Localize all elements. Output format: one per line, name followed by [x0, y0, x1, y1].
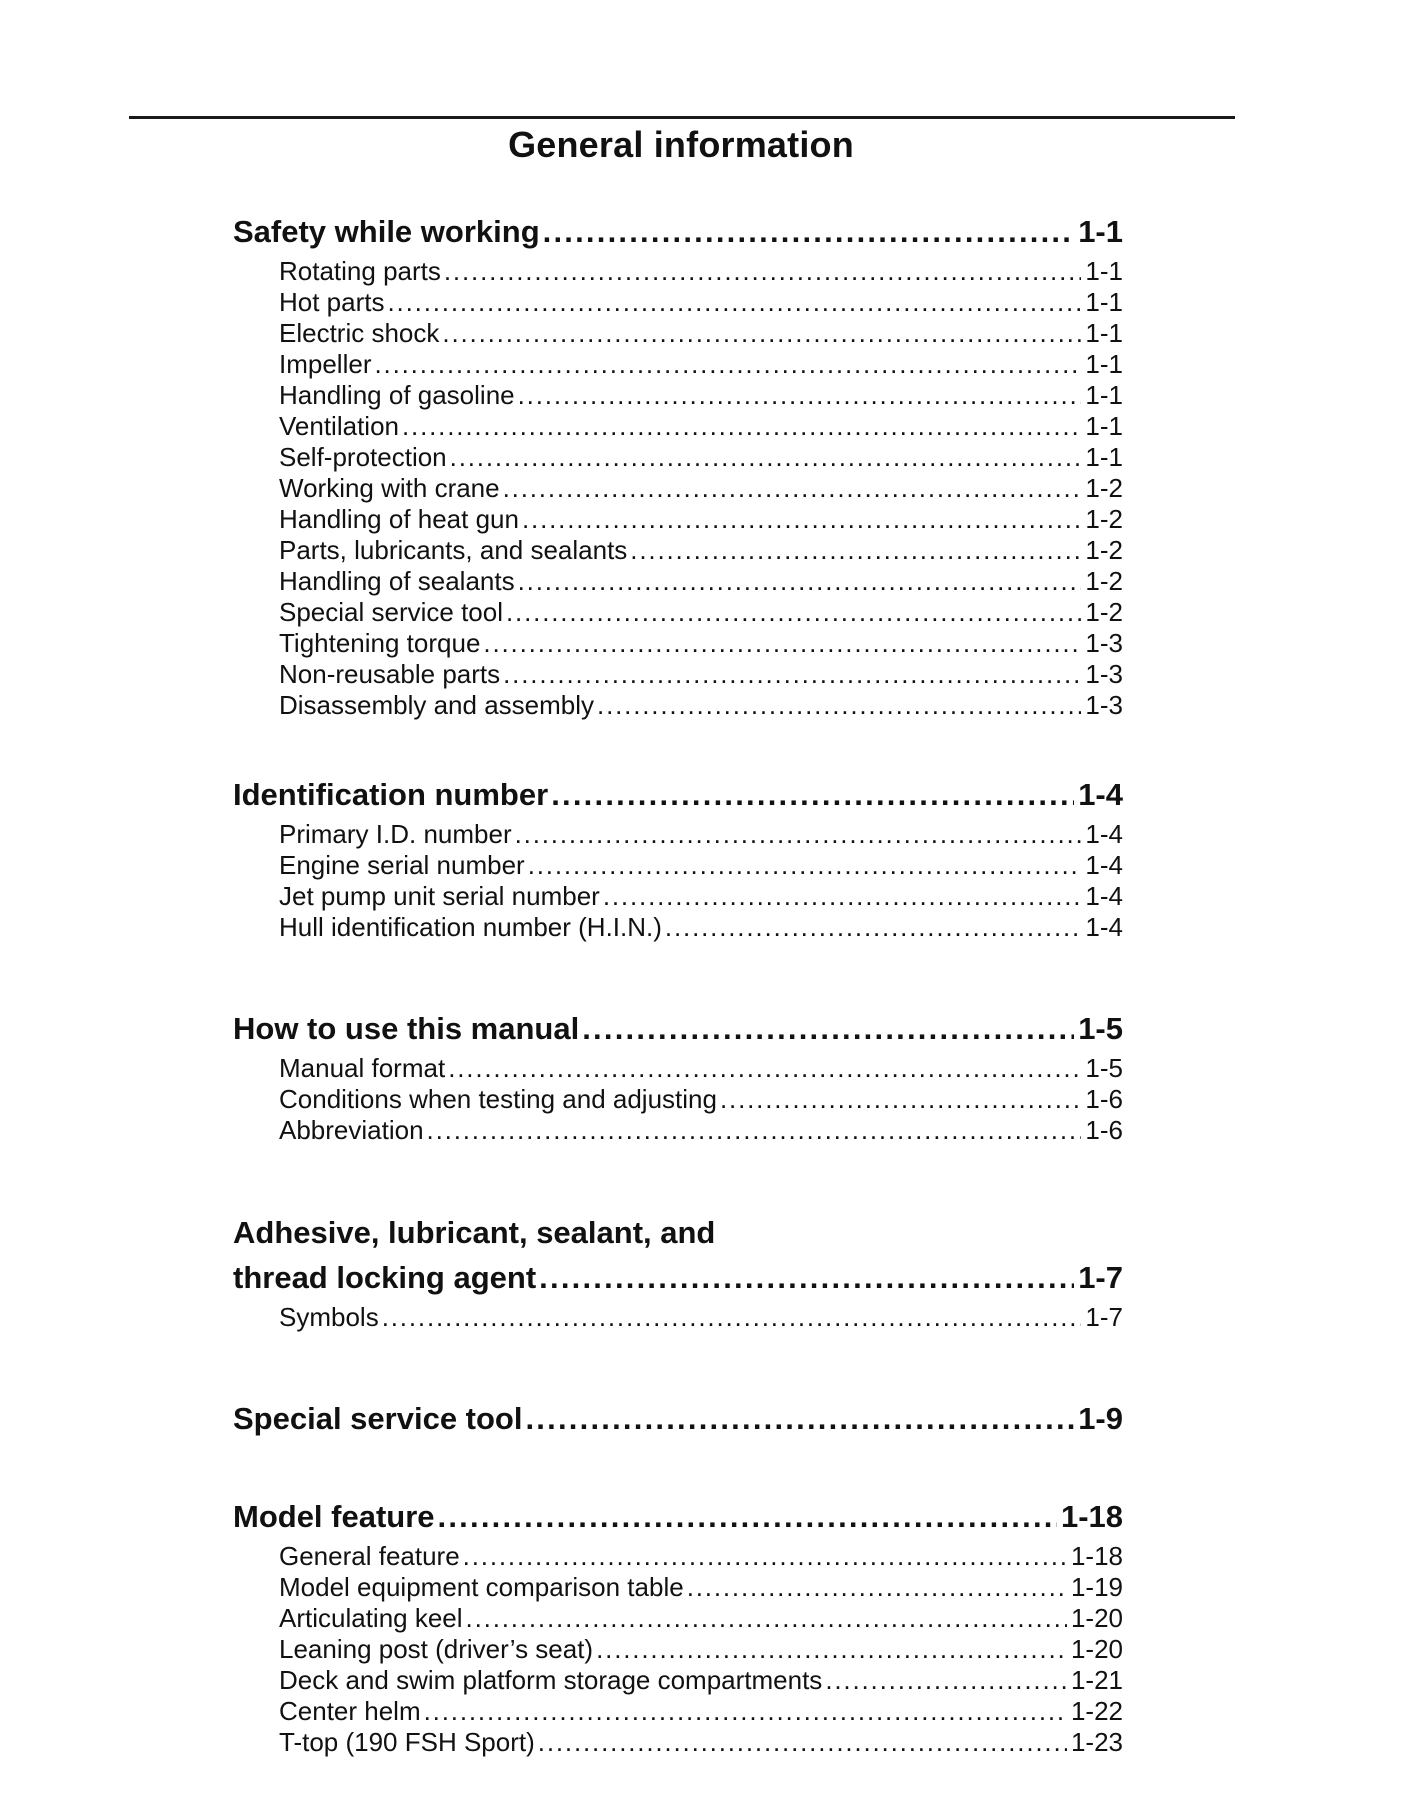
- entry-page-number: 1-19: [1070, 1572, 1123, 1602]
- entry-page-number: 1-1: [1085, 287, 1123, 317]
- section-page-number: 1-9: [1078, 1401, 1123, 1436]
- toc-section: [233, 1397, 1123, 1441]
- entry-label: Deck and swim platform storage compartments: [279, 1665, 823, 1695]
- entry-page-number: 1-20: [1070, 1634, 1123, 1664]
- entry-page-number: 1-4: [1085, 819, 1123, 849]
- dot-leader: [528, 850, 1082, 881]
- entry-label: Self-protection: [279, 442, 447, 472]
- entry-page-number: 1-2: [1085, 473, 1123, 503]
- dot-leader: [442, 318, 1081, 349]
- section-title: Special service tool: [233, 1401, 523, 1436]
- entry-label: Impeller: [279, 349, 372, 379]
- entry-page-number: 1-2: [1085, 535, 1123, 565]
- entry-page-number: 1-7: [1085, 1302, 1123, 1332]
- toc-section-heading[interactable]: [233, 773, 1123, 817]
- entry-page-number: 1-3: [1085, 628, 1123, 658]
- section-page-number: 1-18: [1060, 1499, 1123, 1534]
- entry-page-number: 1-3: [1085, 659, 1123, 689]
- entry-label: Articulating keel: [279, 1603, 463, 1633]
- section-page-number: 1-5: [1078, 1011, 1123, 1046]
- entry-label: Engine serial number: [279, 850, 525, 880]
- dot-leader: [444, 256, 1082, 287]
- toc-entry[interactable]: [233, 850, 1123, 881]
- entry-label: Abbreviation: [279, 1115, 424, 1145]
- toc-entry[interactable]: [233, 1634, 1123, 1665]
- dot-leader: [825, 1665, 1067, 1696]
- dot-leader: [687, 1572, 1067, 1603]
- section-title: Identification number: [233, 777, 549, 812]
- dot-leader: [374, 349, 1081, 380]
- entry-label: Special service tool: [279, 597, 503, 627]
- toc-entries: [233, 1302, 1123, 1333]
- toc-entries: [233, 256, 1123, 721]
- dot-leader: [438, 1495, 1057, 1539]
- dot-leader: [448, 1053, 1081, 1084]
- toc-entry[interactable]: [233, 535, 1123, 566]
- entry-page-number: 1-4: [1085, 850, 1123, 880]
- dot-leader: [503, 473, 1082, 504]
- toc-entry[interactable]: [233, 1603, 1123, 1634]
- entry-page-number: 1-6: [1085, 1084, 1123, 1114]
- entry-label: Tightening torque: [279, 628, 481, 658]
- toc-entry[interactable]: [233, 819, 1123, 850]
- dot-leader: [538, 1727, 1067, 1758]
- entry-page-number: 1-1: [1085, 256, 1123, 286]
- section-title: Safety while working: [233, 214, 540, 249]
- toc-section-heading[interactable]: [233, 1397, 1123, 1441]
- dot-leader: [402, 411, 1081, 442]
- toc-entry[interactable]: [233, 473, 1123, 504]
- toc-section: [233, 1495, 1123, 1758]
- toc-entry[interactable]: [233, 690, 1123, 721]
- dot-leader: [483, 628, 1081, 659]
- dot-leader: [503, 659, 1081, 690]
- toc-entry[interactable]: [233, 1541, 1123, 1572]
- dot-leader: [596, 1634, 1067, 1665]
- dot-leader: [518, 380, 1082, 411]
- section-title: thread locking agent: [233, 1260, 537, 1295]
- toc-section: [233, 210, 1123, 721]
- section-page-number: 1-4: [1078, 777, 1123, 812]
- toc-section-heading[interactable]: [233, 1256, 1123, 1300]
- dot-leader: [388, 287, 1082, 318]
- table-of-contents: [233, 210, 1123, 1758]
- entry-page-number: 1-6: [1085, 1115, 1123, 1145]
- dot-leader: [665, 912, 1082, 943]
- toc-entry[interactable]: [233, 597, 1123, 628]
- entry-page-number: 1-5: [1085, 1053, 1123, 1083]
- dot-leader: [382, 1302, 1082, 1333]
- toc-entry[interactable]: [233, 1302, 1123, 1333]
- dot-leader: [525, 1397, 1074, 1441]
- dot-leader: [515, 819, 1082, 850]
- toc-entry[interactable]: [233, 1115, 1123, 1146]
- dot-leader: [518, 566, 1082, 597]
- toc-entry[interactable]: [233, 1665, 1123, 1696]
- entry-label: Model equipment comparison table: [279, 1572, 684, 1602]
- dot-leader: [551, 773, 1074, 817]
- toc-entry[interactable]: [233, 256, 1123, 287]
- dot-leader: [522, 504, 1081, 535]
- toc-entry[interactable]: [233, 411, 1123, 442]
- entry-page-number: 1-2: [1085, 504, 1123, 534]
- entry-label: Conditions when testing and adjusting: [279, 1084, 717, 1114]
- toc-section-heading[interactable]: [233, 210, 1123, 254]
- entry-label: General feature: [279, 1541, 460, 1571]
- toc-entries: [233, 1541, 1123, 1758]
- entry-page-number: 1-23: [1070, 1727, 1123, 1757]
- toc-entry[interactable]: [233, 349, 1123, 380]
- toc-entry[interactable]: [233, 912, 1123, 943]
- toc-entry[interactable]: [233, 442, 1123, 473]
- entry-label: Working with crane: [279, 473, 500, 503]
- dot-leader: [603, 881, 1082, 912]
- toc-entry[interactable]: [233, 1053, 1123, 1084]
- entry-label: Handling of sealants: [279, 566, 515, 596]
- entry-page-number: 1-22: [1070, 1696, 1123, 1726]
- entry-label: Handling of gasoline: [279, 380, 515, 410]
- entry-page-number: 1-1: [1085, 380, 1123, 410]
- dot-leader: [582, 1007, 1074, 1051]
- dot-leader: [720, 1084, 1081, 1115]
- entry-label: Non-reusable parts: [279, 659, 501, 689]
- dot-leader: [466, 1603, 1067, 1634]
- entry-label: Manual format: [279, 1053, 446, 1083]
- toc-entry[interactable]: [233, 1696, 1123, 1727]
- toc-entries: [233, 1053, 1123, 1146]
- dot-leader: [450, 442, 1082, 473]
- toc-entry[interactable]: [233, 628, 1123, 659]
- entry-label: Electric shock: [279, 318, 440, 348]
- entry-page-number: 1-4: [1085, 912, 1123, 942]
- toc-section: [233, 1210, 1123, 1333]
- dot-leader: [506, 597, 1081, 628]
- entry-label: Rotating parts: [279, 256, 441, 286]
- toc-entry[interactable]: [233, 1727, 1123, 1758]
- toc-entry[interactable]: [233, 566, 1123, 597]
- dot-leader: [424, 1696, 1067, 1727]
- entry-label: Leaning post (driver’s seat): [279, 1634, 594, 1664]
- entry-label: Jet pump unit serial number: [279, 881, 600, 911]
- entry-label: Hot parts: [279, 287, 385, 317]
- entry-page-number: 1-4: [1085, 881, 1123, 911]
- dot-leader: [427, 1115, 1082, 1146]
- entry-page-number: 1-20: [1070, 1603, 1123, 1633]
- entry-label: T-top (190 FSH Sport): [279, 1727, 535, 1757]
- toc-entries: [233, 819, 1123, 943]
- section-title: How to use this manual: [233, 1011, 580, 1046]
- entry-page-number: 1-1: [1085, 411, 1123, 441]
- entry-page-number: 1-1: [1085, 349, 1123, 379]
- dot-leader: [463, 1541, 1067, 1572]
- entry-label: Ventilation: [279, 411, 399, 441]
- entry-page-number: 1-1: [1085, 318, 1123, 348]
- page-title: General information: [508, 124, 854, 165]
- entry-page-number: 1-3: [1085, 690, 1123, 720]
- entry-page-number: 1-21: [1070, 1665, 1123, 1695]
- dot-leader: [539, 1256, 1074, 1300]
- toc-entry[interactable]: [233, 318, 1123, 349]
- toc-entry[interactable]: [233, 1084, 1123, 1115]
- toc-entry[interactable]: [233, 881, 1123, 912]
- entry-page-number: 1-1: [1085, 442, 1123, 472]
- entry-page-number: 1-2: [1085, 597, 1123, 627]
- section-page-number: 1-7: [1078, 1260, 1123, 1295]
- entry-page-number: 1-2: [1085, 566, 1123, 596]
- entry-page-number: 1-18: [1070, 1541, 1123, 1571]
- toc-section: [233, 773, 1123, 943]
- toc-entry[interactable]: [233, 380, 1123, 411]
- dot-leader: [630, 535, 1081, 566]
- toc-section-heading[interactable]: [233, 1007, 1123, 1051]
- dot-leader: [597, 690, 1081, 721]
- toc-section: [233, 1007, 1123, 1146]
- section-page-number: 1-1: [1078, 214, 1123, 249]
- entry-label: Primary I.D. number: [279, 819, 512, 849]
- toc-entry[interactable]: [233, 1572, 1123, 1603]
- toc-entry[interactable]: [233, 287, 1123, 318]
- top-rule: [129, 116, 1235, 119]
- entry-label: Handling of heat gun: [279, 504, 519, 534]
- entry-label: Hull identification number (H.I.N.): [279, 912, 662, 942]
- section-title: Model feature: [233, 1499, 435, 1534]
- entry-label: Disassembly and assembly: [279, 690, 595, 720]
- section-title-line1: Adhesive, lubricant, sealant, and: [233, 1215, 716, 1250]
- toc-section-heading[interactable]: [233, 1495, 1123, 1539]
- entry-label: Parts, lubricants, and sealants: [279, 535, 628, 565]
- toc-entry[interactable]: [233, 659, 1123, 690]
- entry-label: Center helm: [279, 1696, 421, 1726]
- entry-label: Symbols: [279, 1302, 379, 1332]
- toc-entry[interactable]: [233, 504, 1123, 535]
- dot-leader: [543, 210, 1075, 254]
